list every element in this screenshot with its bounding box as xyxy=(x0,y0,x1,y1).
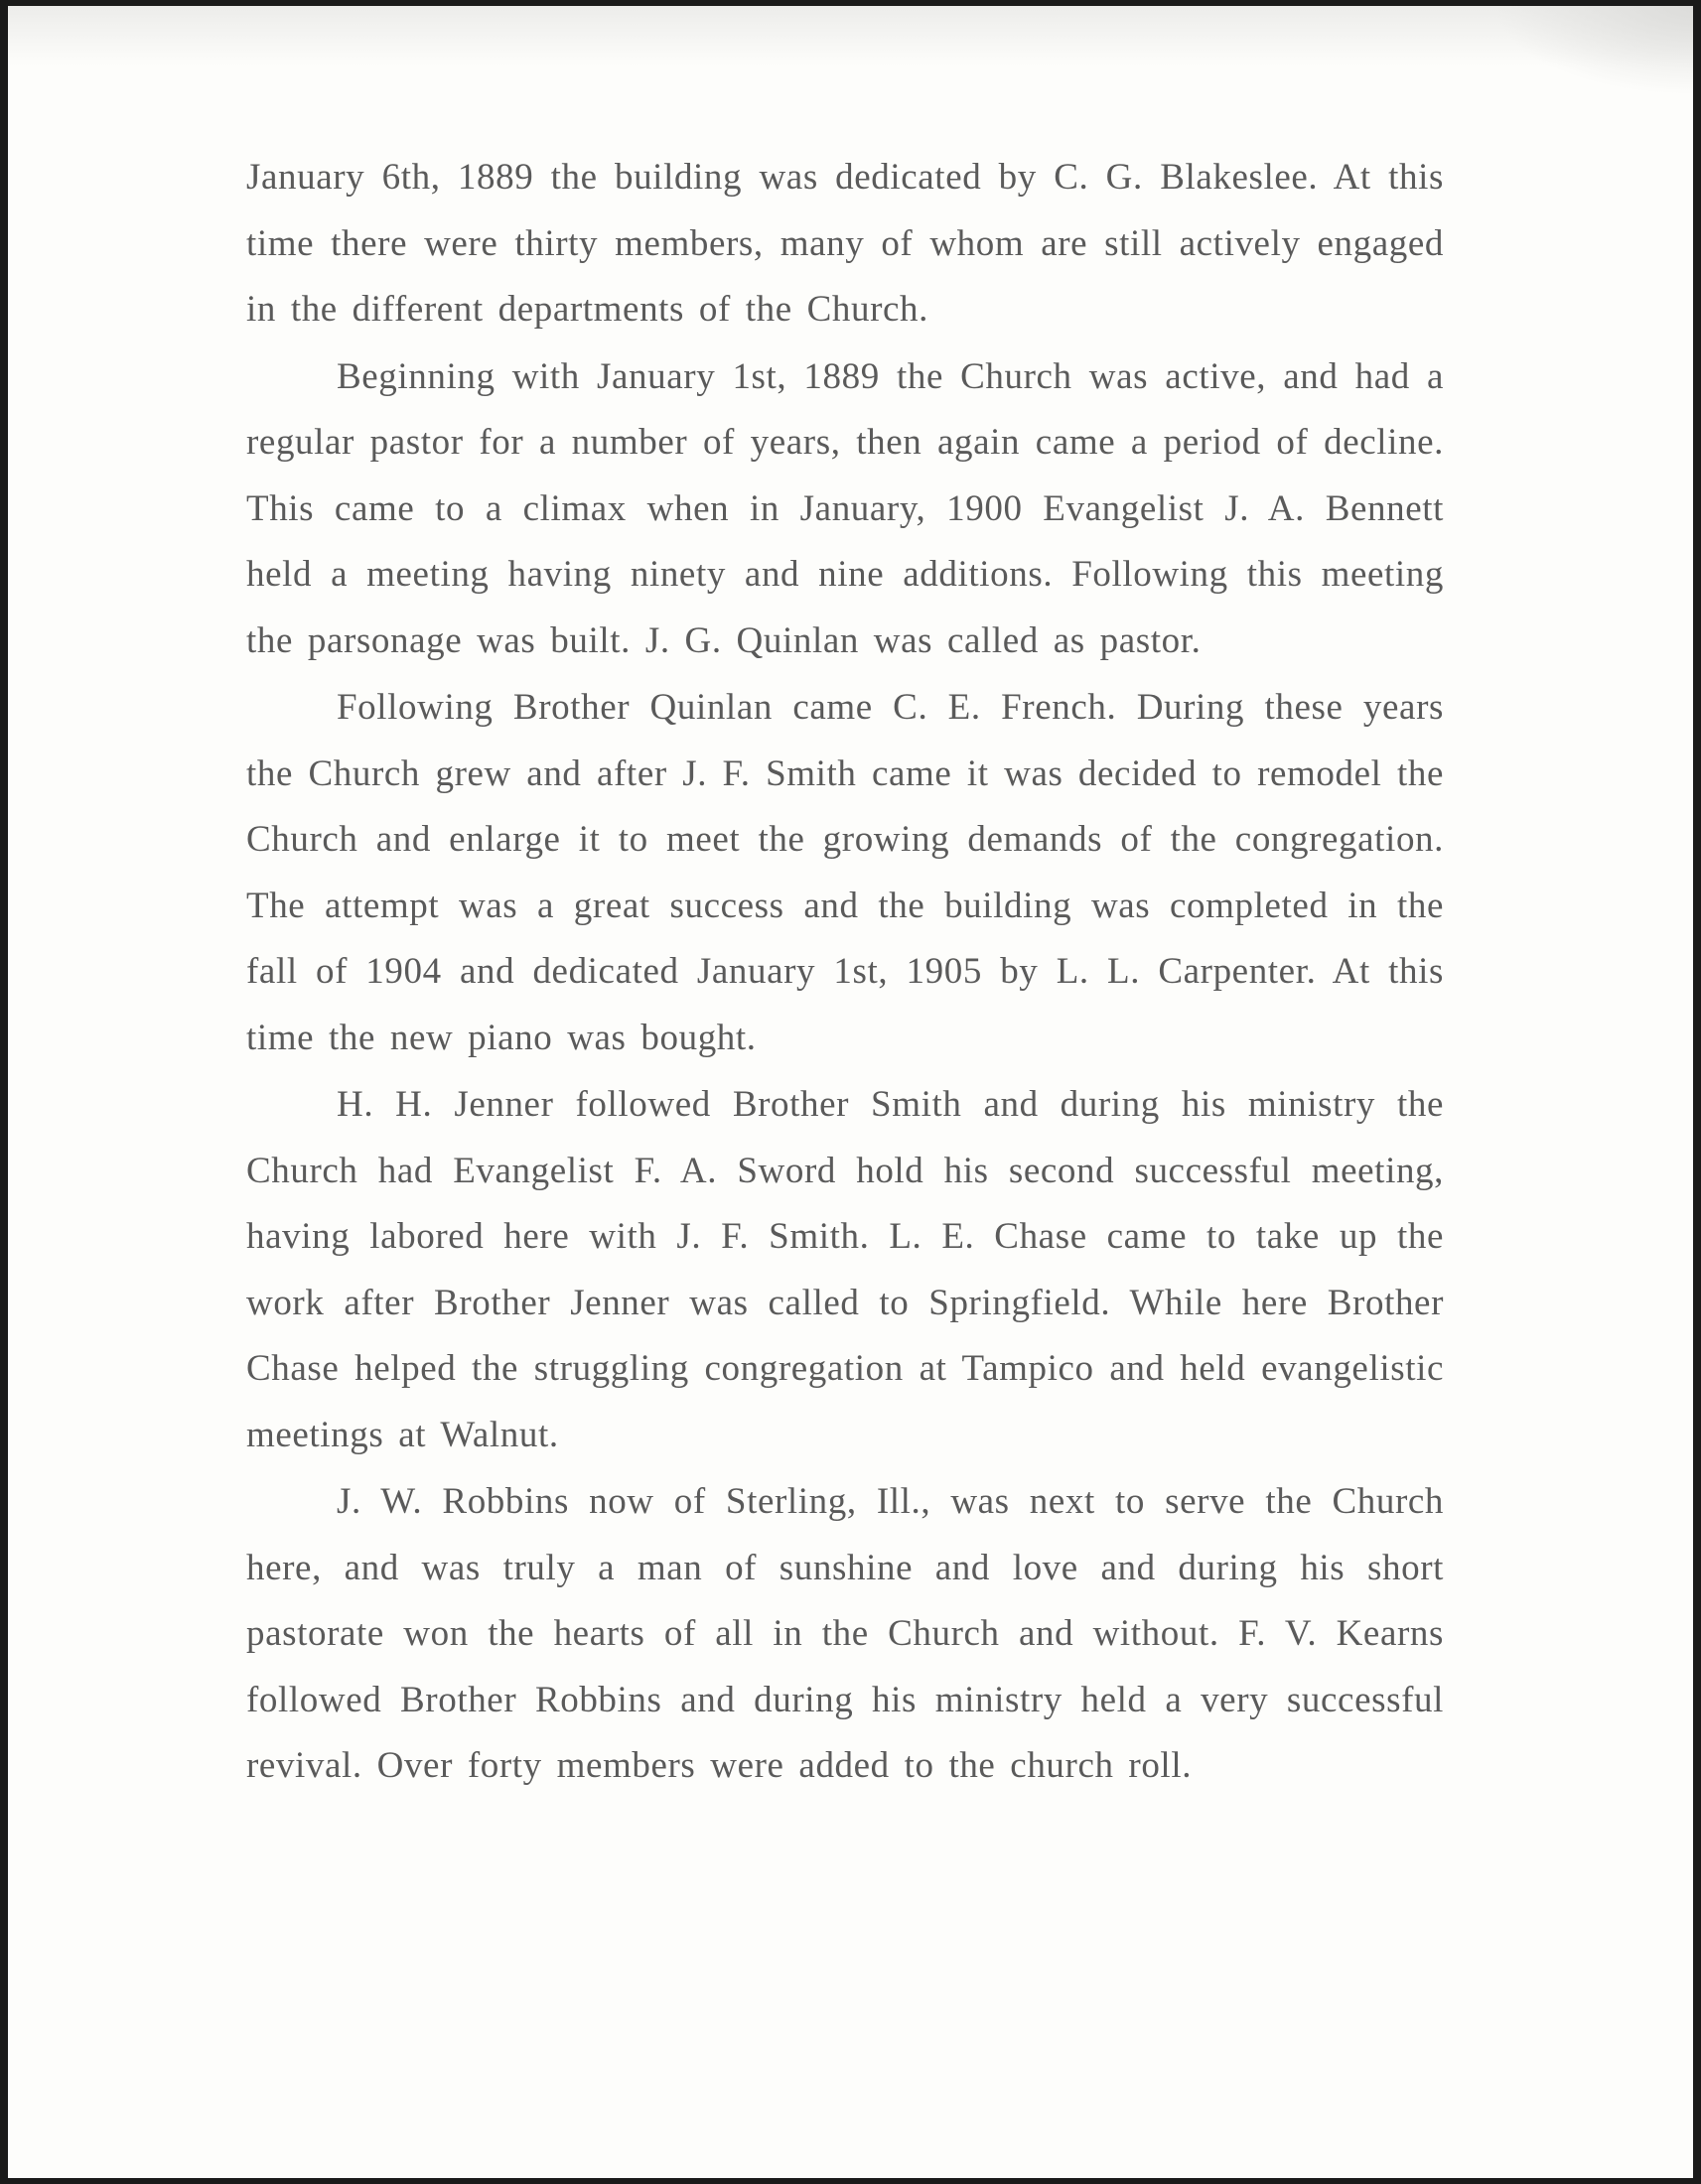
paragraph-dedication-1889: January 6th, 1889 the building was dedicated by C. G. Blakeslee. At this time there were thirty members, many of whom are still actively engaged in the different departments of the Church. xyxy=(246,157,1444,330)
paragraph-pastorate-decline: Beginning with January 1st, 1889 the Church was active, and had a regular pastor for a number of years, then again came a period of decline. This came to a climax when in January, 1900 Evangelist J. A. Bennett held a meeting having ninety and nine additions. Following this meeting the parsonage was built. J. G. Quinlan was called as pastor. xyxy=(246,355,1444,661)
paragraph-robbins-kearns: J. W. Robbins now of Sterling, Ill., was next to serve the Church here, and was truly a man of sunshine and love and during his short pastorate won the hearts of all in the Church and without. F. V. Kearns followed Brother Robbins and during his ministry held a very successful revival. Over forty members were added to the church roll. xyxy=(246,1481,1444,1786)
paragraph-jenner-chase: H. H. Jenner followed Brother Smith and during his ministry the Church had Evangelist F. A. Sword hold his second successful meeting, having labored here with J. F. Smith. L. E. Chase came to take up the work after Brother Jenner was called to Springfield. While here Brother Chase helped the struggling congregation at Tampico and held evangelistic meetings at Walnut. xyxy=(246,1084,1444,1455)
body-text xyxy=(246,145,1444,1800)
document-page xyxy=(8,6,1693,2178)
paragraph-remodel-1904: Following Brother Quinlan came C. E. French. During these years the Church grew and after J. F. Smith came it was decided to remodel the Church and enlarge it to meet the growing demands of the congregation. The attempt was a great success and the building was completed in the fall of 1904 and dedicated January 1st, 1905 by L. L. Carpenter. At this time the new piano was bought. xyxy=(246,687,1444,1058)
